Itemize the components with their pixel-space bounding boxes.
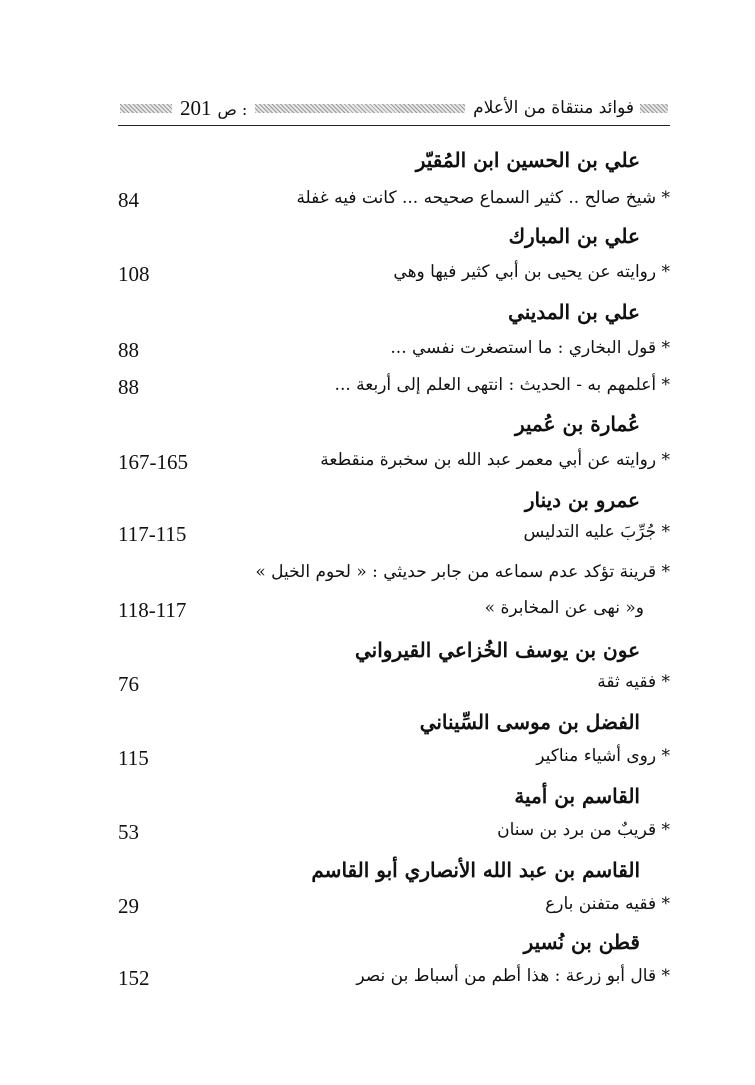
entry-note: * روايته عن أبي معمر عبد الله بن سخبرة منقطعة [320,450,670,470]
entry-page-number: 84 [118,188,139,212]
entry-name: علي بن الحسين ابن المُقيّر [415,148,640,172]
entry-note: * فقيه ثقة [597,672,670,692]
entry-note: * روى أشياء مناكير [536,746,670,766]
index-entry [118,450,670,480]
index-entry [118,820,670,850]
entry-page-number: 29 [118,894,139,918]
entry-page-number: 88 [118,338,139,362]
index-entry [118,188,670,218]
entry-name: عون بن يوسف الخُزاعي القيرواني [355,638,640,662]
entry-page-number: 118-117 [118,598,187,622]
running-header [120,96,668,120]
index-entry [118,375,670,405]
entry-note: * جُرِّبَ عليه التدليس [523,522,670,542]
entry-page-number: 88 [118,375,139,399]
header-ornament-left [120,104,172,113]
entry-note: * روايته عن يحيى بن أبي كثير فيها وهي [393,262,670,282]
entry-page-number: 108 [118,262,150,286]
index-entry [118,522,670,552]
index-entry [118,672,670,702]
header-ornament-right [640,104,668,113]
header-page-ref [180,96,247,121]
index-entry [118,746,670,776]
entry-page-number: 115 [118,746,149,770]
index-entry [118,338,670,368]
entry-note: * قول البخاري : ما استصغرت نفسي ... [390,338,670,358]
header-ornament-middle [255,104,465,113]
entry-name: الفضل بن موسى السِّيناني [419,710,640,734]
entry-page-number: 167-165 [118,450,188,474]
entry-note: * قرينة تؤكد عدم سماعه من جابر حديثي : « لحوم الخيل » [255,562,670,582]
entry-note: * أعلمهم به - الحديث : انتهى العلم إلى أربعة ... [334,375,670,395]
entry-name: عمرو بن دينار [524,488,640,512]
entry-note: و« نهى عن المخابرة » [484,598,644,618]
index-entry [118,894,670,924]
entry-page-number: 53 [118,820,139,844]
index-entry [118,562,670,592]
entry-name: علي بن المديني [508,300,640,324]
entry-note: * قريبٌ من برد بن سنان [497,820,670,840]
index-entry [118,598,670,628]
header-rule [118,125,670,126]
header-title: فوائد منتقاة من الأعلام [473,98,634,118]
entry-page-number: 76 [118,672,139,696]
entry-name: القاسم بن عبد الله الأنصاري أبو القاسم [311,858,640,882]
entry-note: * قال أبو زرعة : هذا أطم من أسباط بن نصر [356,966,670,986]
header-page-label: ص : [217,99,248,119]
header-page-number: 201 [180,95,212,120]
entry-name: عُمارة بن عُمير [514,412,640,436]
entry-name: علي بن المبارك [508,224,640,248]
index-entry [118,966,670,996]
entry-page-number: 152 [118,966,150,990]
entry-note: * شيخ صالح .. كثير السماع صحيحه ... كانت فيه غفلة [296,188,670,208]
entry-name: القاسم بن أمية [514,784,640,808]
entry-page-number: 117-115 [118,522,187,546]
entry-note: * فقيه متفنن بارع [545,894,670,914]
entry-name: قطن بن نُسير [523,930,640,954]
index-entry [118,262,670,292]
